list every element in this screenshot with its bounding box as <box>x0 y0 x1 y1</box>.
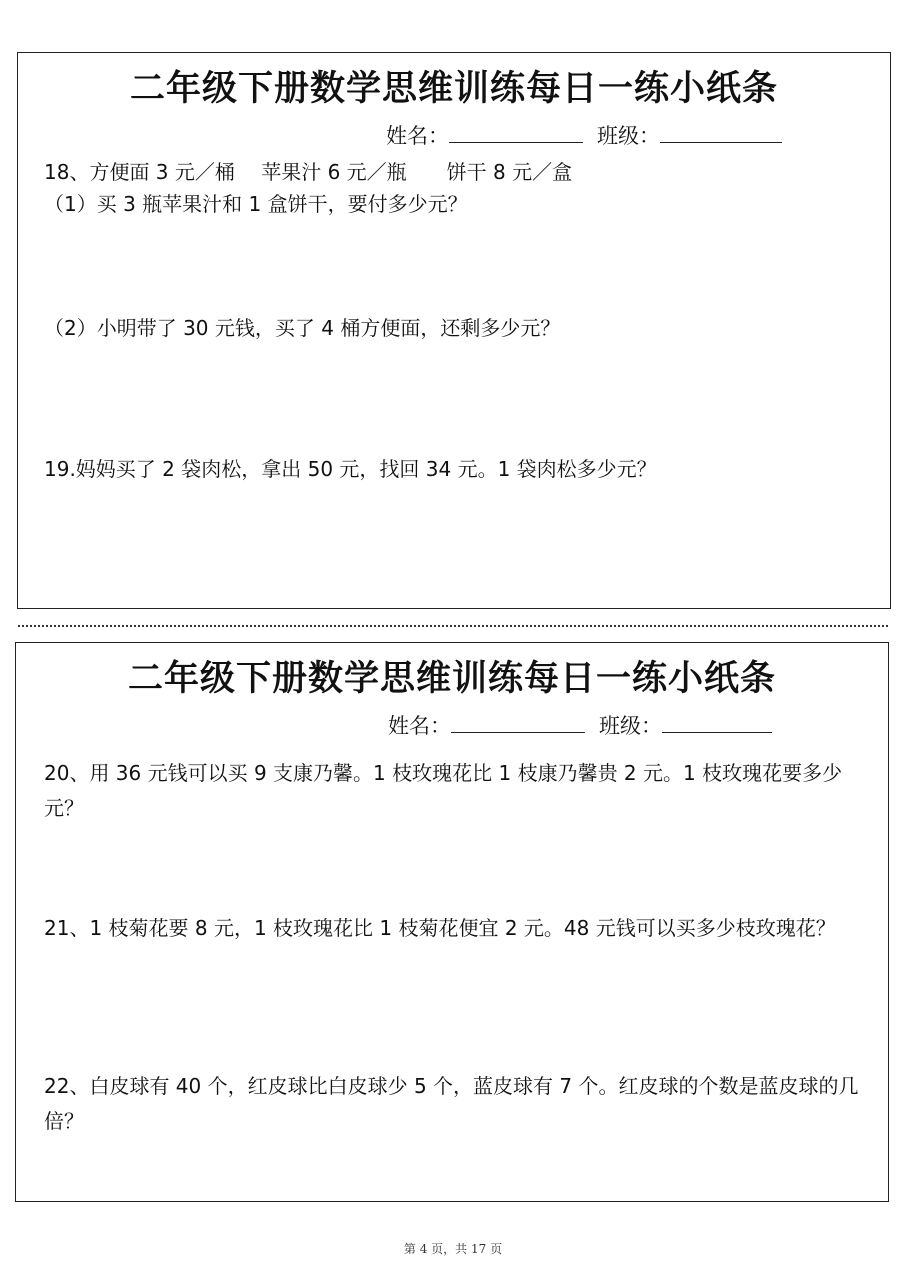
class-blank[interactable] <box>660 124 782 143</box>
name-label: 姓名： <box>386 124 449 148</box>
card-title: 二年级下册数学思维训练每日一练小纸条 <box>129 69 778 109</box>
worksheet-card-1 <box>17 52 891 609</box>
worksheet-card-2 <box>15 642 889 1202</box>
question-18: 18、方便面 3 元／桶 苹果汁 6 元／瓶 饼干 8 元／盒 <box>44 160 573 184</box>
name-blank[interactable] <box>451 714 585 733</box>
question-18-part-2: （2）小明带了 30 元钱，买了 4 桶方便面，还剩多少元？ <box>44 316 561 340</box>
student-info-row <box>386 120 782 150</box>
student-info-row <box>388 710 772 740</box>
name-label: 姓名： <box>388 714 451 738</box>
name-blank[interactable] <box>449 124 583 143</box>
question-21: 21、1 枝菊花要 8 元，1 枝玫瑰花比 1 枝菊花便宜 2 元。48 元钱可以买多少枝玫瑰花？ <box>44 916 836 940</box>
cut-line-divider <box>18 625 888 627</box>
class-label: 班级： <box>599 714 662 738</box>
question-22: 22、白皮球有 40 个，红皮球比白皮球少 5 个，蓝皮球有 7 个。红皮球的个数是蓝皮球的几倍？ <box>44 1074 859 1133</box>
page-footer: 第 4 页，共 17 页 <box>403 1242 503 1256</box>
question-19: 19.妈妈买了 2 袋肉松，拿出 50 元，找回 34 元。1 袋肉松多少元？ <box>44 457 657 481</box>
question-20: 20、用 36 元钱可以买 9 支康乃馨。1 枝玫瑰花比 1 枝康乃馨贵 2 元。1 枝玫瑰花要多少元？ <box>44 761 843 820</box>
card-title: 二年级下册数学思维训练每日一练小纸条 <box>127 659 776 699</box>
class-label: 班级： <box>597 124 660 148</box>
class-blank[interactable] <box>662 714 772 733</box>
question-18-part-1: （1）买 3 瓶苹果汁和 1 盒饼干，要付多少元？ <box>44 192 468 216</box>
